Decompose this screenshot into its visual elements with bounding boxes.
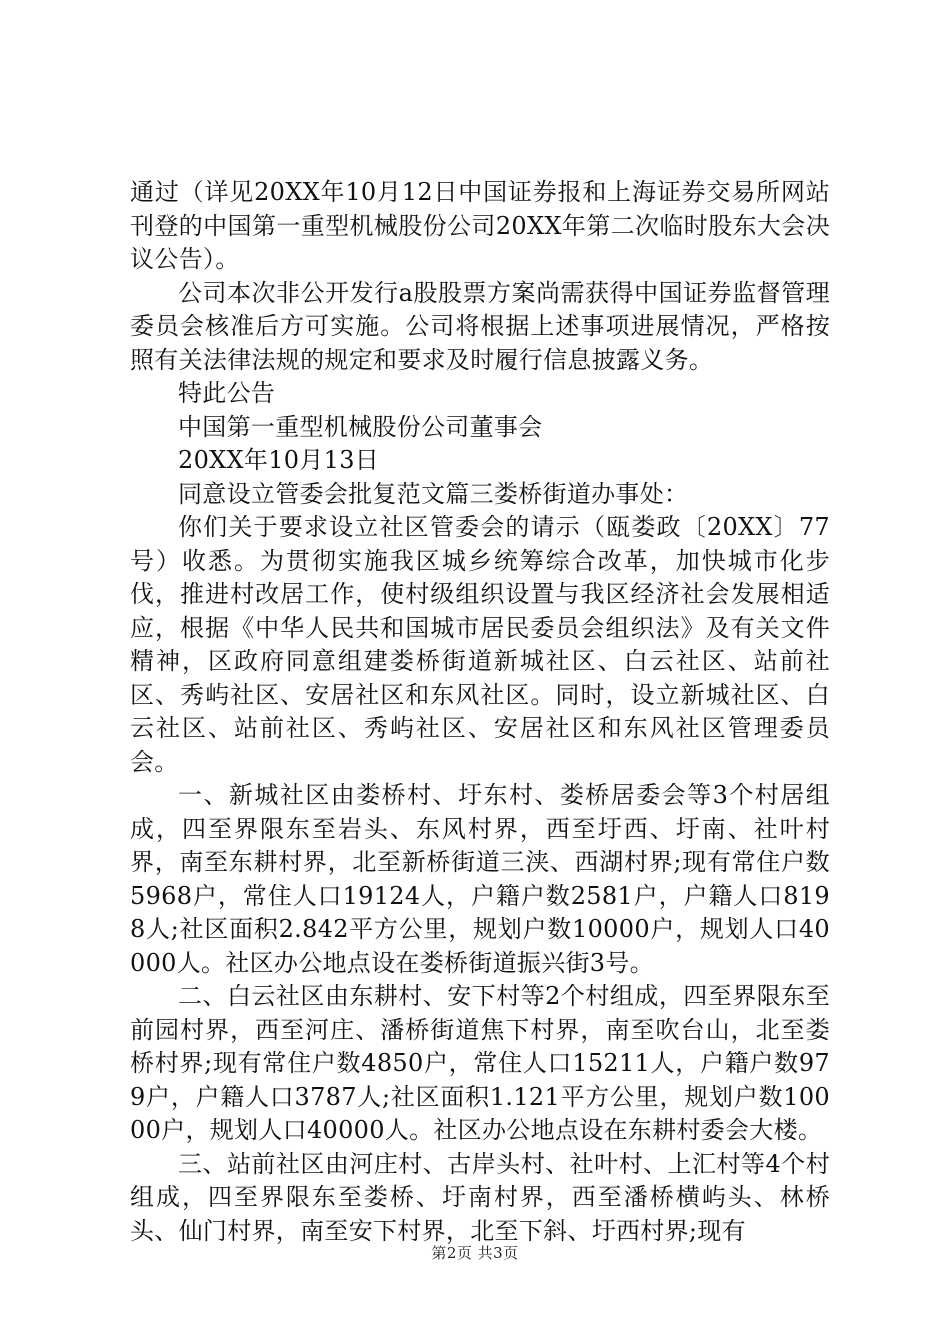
- paragraph-1: 通过（详见20XX年10月12日中国证券报和上海证券交易所网站刊登的中国第一重型机械股份公司20XX年第二次临时股东大会决议公告）。: [130, 178, 830, 273]
- paragraph-heading-reply: 同意设立管委会批复范文篇三娄桥街道办事处：: [178, 479, 689, 508]
- paragraph-section-2: 二、白云社区由东耕村、安下村等2个村组成，四至界限东至前园村界，西至河庄、潘桥街道焦下村界，南至吹台山，北至娄桥村界;现有常住户数4850户，常住人口15211人，户籍户数979户，户籍人口3787人;社区面积1.121平方公里，规划户数10000户，规划人口40000人。社区办公地点设在东耕村委会大楼。: [130, 982, 830, 1144]
- paragraph-signatory: 中国第一重型机械股份公司董事会: [178, 412, 543, 441]
- page-number-footer: 第2页 共3页: [431, 1244, 519, 1262]
- paragraph-section-3: 三、站前社区由河庄村、古岸头村、社叶村、上汇村等4个村组成，四至界限东至娄桥、圩南村界，西至潘桥横屿头、林桥头、仙门村界，南至安下村界，北至下斜、圩西村界;现有: [130, 1149, 830, 1245]
- paragraph-section-1: 一、新城社区由娄桥村、圩东村、娄桥居委会等3个村居组成，四至界限东至岩头、东风村界，西至圩西、圩南、社叶村界，南至东耕村界，北至新桥街道三浃、西湖村界;现有常住户数5968户，常住人口19124人，户籍户数2581户，户籍人口8198人;社区面积2.842平方公里，规划户数10000户，规划人口40000人。社区办公地点设在娄桥街道振兴街3号。: [130, 781, 830, 977]
- paragraph-notice: 特此公告: [178, 379, 276, 407]
- document-body: [130, 176, 830, 1248]
- paragraph-2: 公司本次非公开发行a股股票方案尚需获得中国证券监督管理委员会核准后方可实施。公司将根据上述事项进展情况，严格按照有关法律法规的规定和要求及时履行信息披露义务。: [130, 278, 830, 374]
- paragraph-date: 20XX年10月13日: [178, 446, 380, 474]
- paragraph-3: 你们关于要求设立社区管委会的请示（瓯娄政〔20XX〕77号）收悉。为贯彻实施我区城乡统筹综合改革，加快城市化步伐，推进村改居工作，使村级组织设置与我区经济社会发展相适应，根据《中华人民共和国城市居民委员会组织法》及有关文件精神，区政府同意组建娄桥街道新城社区、白云社区、站前社区、秀屿社区、安居社区和东风社区。同时，设立新城社区、白云社区、站前社区、秀屿社区、安居社区和东风社区管理委员会。: [130, 513, 830, 776]
